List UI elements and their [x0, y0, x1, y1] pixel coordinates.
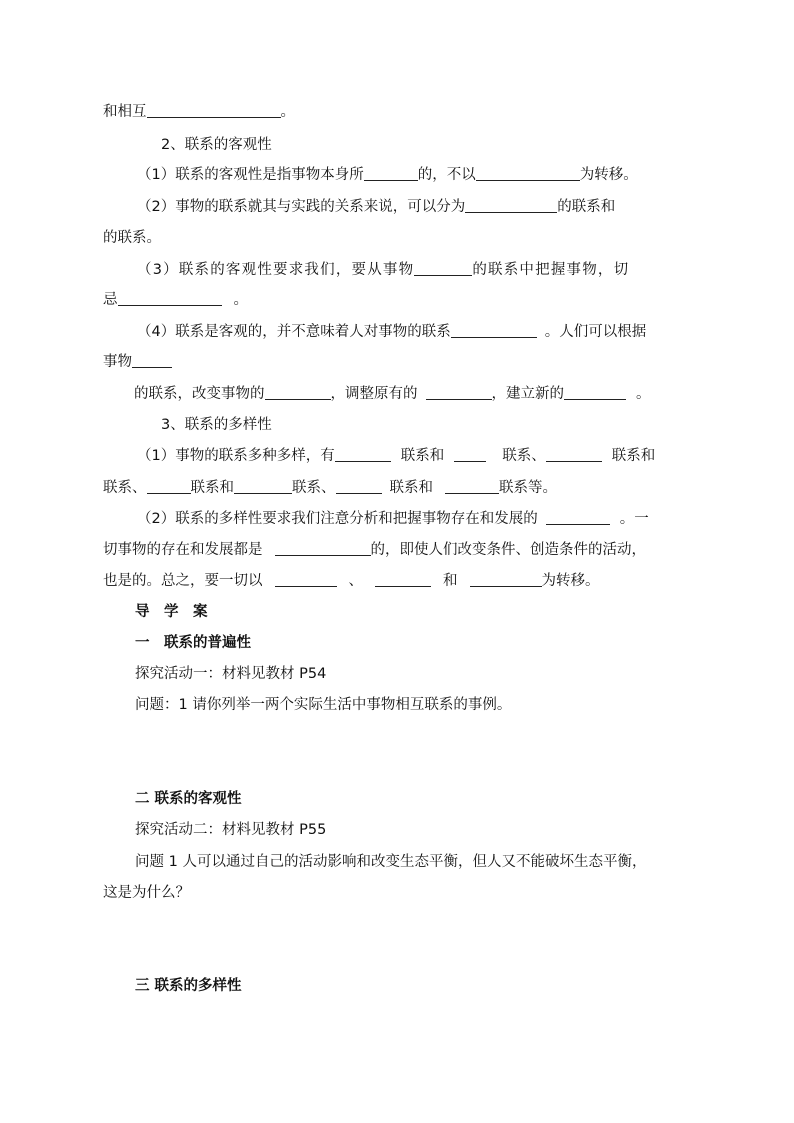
text-line: 联系、 联系和 联系、 联系和 联系等。 [103, 480, 557, 496]
fill-blank[interactable] [470, 571, 542, 587]
text-line: （1）事物的联系多种多样，有 联系和 联系、 联系和 [137, 448, 656, 464]
fill-blank[interactable] [147, 102, 281, 118]
fill-blank[interactable] [336, 478, 382, 494]
question-line: 问题：1 请你列举一两个实际生活中事物相互联系的事例。 [135, 697, 512, 713]
fill-blank[interactable] [335, 446, 391, 462]
fill-blank[interactable] [454, 446, 486, 462]
text-line: 切事物的存在和发展都是 的，即使人们改变条件、创造条件的活动， [103, 542, 646, 558]
text-line: 忌 。 [103, 292, 248, 308]
text-line: 的联系。 [103, 230, 161, 246]
activity-line: 探究活动二：材料见教材 P55 [135, 822, 327, 838]
fill-blank[interactable] [426, 384, 492, 400]
fill-blank[interactable] [476, 165, 580, 181]
fill-blank[interactable] [147, 478, 191, 494]
text-line: （4）联系是客观的，并不意味着人对事物的联系 。人们可以根据 [137, 324, 647, 340]
guide-heading: 导 学 案 [135, 604, 208, 620]
text-line: 的联系，改变事物的 ，调整原有的 ，建立新的 。 [134, 386, 651, 402]
text-line: （2）事物的联系就其与实践的关系来说，可以分为 的联系和 [137, 199, 616, 215]
fill-blank[interactable] [564, 384, 626, 400]
activity-line: 探究活动一：材料见教材 P54 [135, 666, 327, 682]
question-line: 这是为什么？ [103, 885, 190, 901]
fill-blank[interactable] [364, 165, 418, 181]
section-title: 二 联系的客观性 [135, 791, 242, 807]
fill-blank[interactable] [265, 384, 331, 400]
text-line: 事物 [103, 352, 172, 372]
fill-blank[interactable] [451, 322, 537, 338]
text-line: （1）联系的客观性是指事物本身所 的，不以 为转移。 [137, 167, 638, 183]
fill-blank[interactable] [546, 509, 610, 525]
fill-blank[interactable] [445, 478, 499, 494]
section-title: 一 联系的普遍性 [135, 635, 251, 651]
fill-blank[interactable] [234, 478, 292, 494]
fill-blank[interactable] [465, 197, 557, 213]
fill-blank[interactable] [275, 540, 371, 556]
question-line: 问题 1 人可以通过自己的活动影响和改变生态平衡，但人又不能破坏生态平衡， [135, 854, 647, 870]
fill-blank[interactable] [414, 260, 472, 276]
section-title: 三 联系的多样性 [135, 978, 242, 994]
section-heading: 3、联系的多样性 [161, 417, 272, 433]
text-line: （3）联系的客观性要求我们，要从事物 的联系中把握事物，切 [137, 262, 630, 278]
fill-blank[interactable] [118, 290, 222, 306]
text-line: 和相互 。 [103, 104, 295, 120]
text-line: 也是的。总之，要一切以 、 和 为转移。 [103, 573, 600, 589]
text-line: （2）联系的多样性要求我们注意分析和把握事物存在和发展的 。一 [137, 511, 649, 527]
fill-blank[interactable] [375, 571, 431, 587]
fill-blank[interactable] [275, 571, 337, 587]
fill-blank[interactable] [546, 446, 602, 462]
section-heading: 2、联系的客观性 [161, 137, 272, 153]
fill-blank[interactable] [132, 352, 172, 368]
